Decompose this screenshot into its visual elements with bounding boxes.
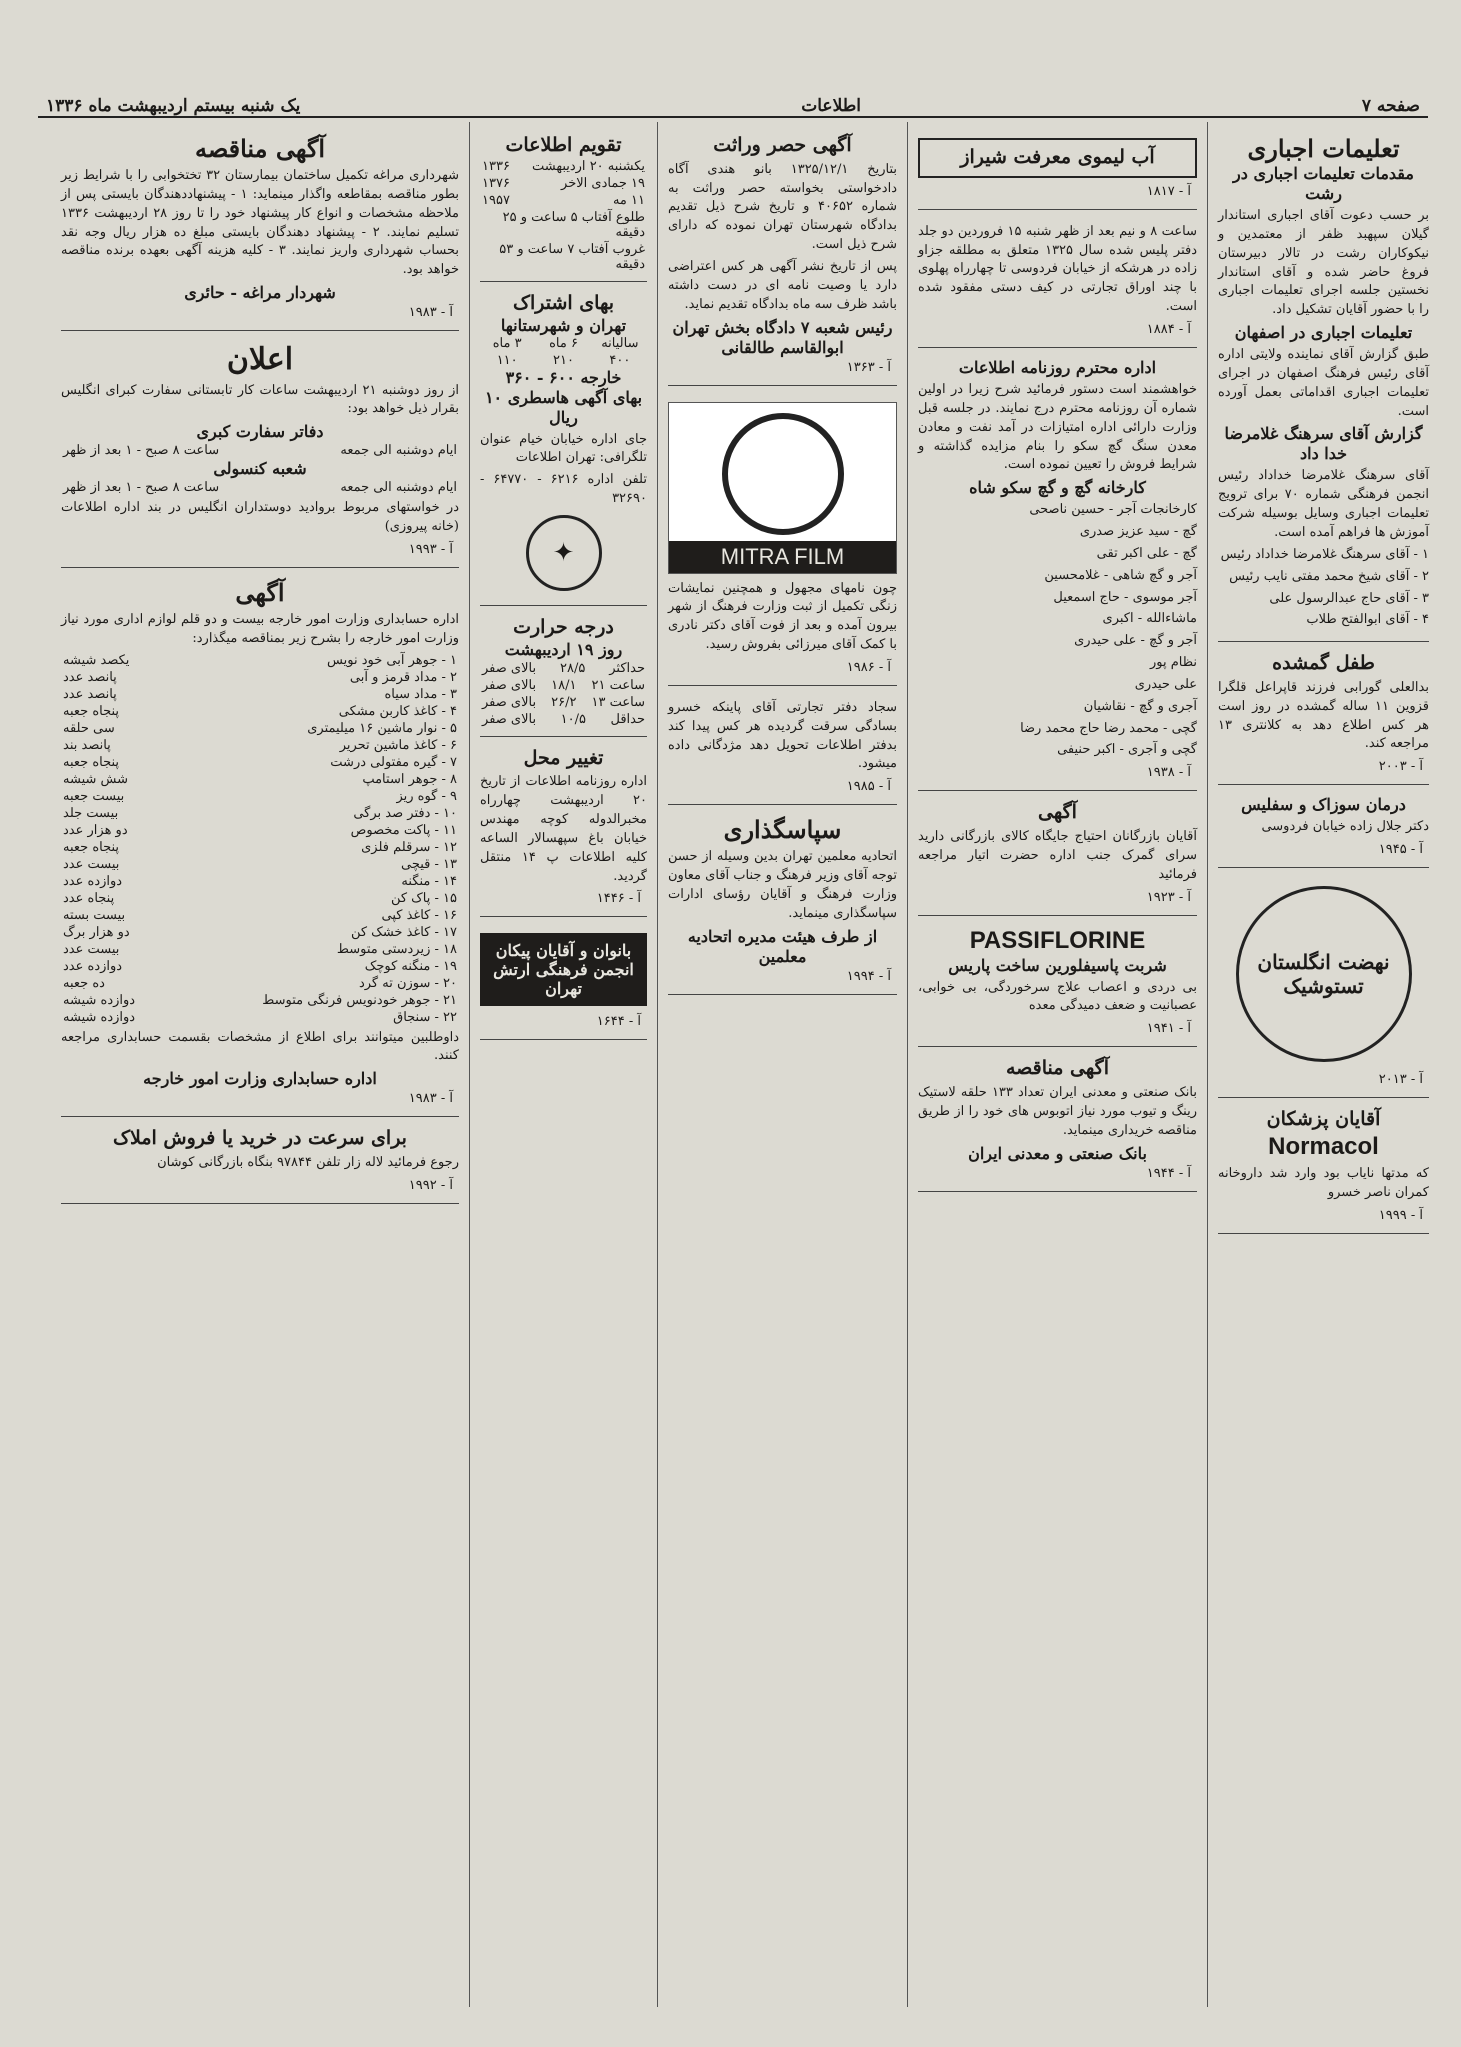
maragheh-tender bbox=[61, 128, 459, 331]
tender-sign: شهردار مراغه - حائری bbox=[184, 283, 336, 303]
notice-title: طفل گمشده bbox=[1272, 652, 1375, 675]
supply-row bbox=[61, 686, 459, 703]
supply-item: ۱۷ - کاغذ خشک کن bbox=[350, 924, 457, 940]
supply-qty: پنجاه جعبه bbox=[63, 703, 120, 719]
temp-unit: بالای صفر bbox=[482, 711, 537, 727]
list-item: کارخانجات آجر - حسین ناصحی bbox=[1029, 502, 1197, 518]
thanks-notice bbox=[668, 809, 897, 994]
supply-row bbox=[61, 873, 459, 890]
list-item: آجر و گچ - علی حیدری bbox=[1074, 633, 1197, 649]
notice-sign-name: ابوالقاسم طالقانی bbox=[721, 337, 844, 357]
temp-title: درجه حرارت bbox=[513, 615, 614, 638]
embassy-notice bbox=[61, 335, 459, 568]
issue-date: یک شنبه بیستم اردیبهشت ماه ۱۳۳۶ bbox=[46, 96, 301, 116]
supply-item: ۸ - جوهر استامپ bbox=[362, 771, 457, 787]
lost-child-notice bbox=[1218, 646, 1429, 785]
ad-code: آ - ۲۰۰۳ bbox=[1378, 759, 1423, 775]
supply-qty: دوازده عدد bbox=[63, 873, 123, 889]
ad-title: آب لیموی معرفت شیراز bbox=[918, 138, 1197, 178]
supply-row bbox=[61, 703, 459, 720]
passiflorine-ad bbox=[918, 920, 1197, 1048]
film-band: MITRA FILM bbox=[669, 541, 896, 573]
dark-ad bbox=[480, 921, 647, 1040]
ad-code: آ - ۱۴۴۶ bbox=[596, 891, 641, 907]
supply-qty: پنجاه جعبه bbox=[63, 754, 120, 770]
supply-item: ۷ - گیره مفتولی درشت bbox=[330, 754, 457, 770]
ad-code: آ - ۱۸۸۴ bbox=[1146, 321, 1191, 337]
seal-ad bbox=[1218, 872, 1429, 1098]
notice-note: در خواستهای مربوط بروادید دوستداران انگلیس در بند اداره اطلاعات (خانه پیروزی) bbox=[61, 500, 459, 535]
list-item: آجر و گچ شاهی - غلامحسین bbox=[1044, 567, 1197, 583]
letter-body: خواهشمند است دستور فرمائید شرح زیرا در اولین شماره آن روزنامه محترم درج نمایند. در جلسه قبل وزارت دارائی اداره امتیازات در آمد نفت و معادن معدن سنگ گچ سکو را بنام مزایده گذاشته و شرایط فروش را تعیین نموده است. bbox=[918, 381, 1197, 473]
tender-title: آگهی مناقصه bbox=[194, 134, 326, 163]
page-number: صفحه ۷ bbox=[1361, 96, 1420, 116]
temp-label: ساعت ۱۳ bbox=[591, 694, 645, 710]
office-name: دفاتر سفارت کبری bbox=[196, 422, 324, 442]
ad-title: آقایان پزشکان bbox=[1266, 1108, 1381, 1131]
supply-item: ۱۸ - زیردستی متوسط bbox=[336, 941, 457, 957]
list-item: گچ - علی اکبر تقی bbox=[1096, 545, 1197, 561]
article-body: بر حسب دعوت آقای اجباری استاندار گیلان سپهبد ظفر از معتمدین و نیکوکاران رشت در تالار دبیرستان فروغ حاضر شده و آقای استاندار نخستین جلسه اجرای تعلیمات اجباری را با حضور آقایان تشکیل داد. bbox=[1218, 208, 1429, 318]
temp-row bbox=[480, 694, 647, 711]
supply-qty: پنجاه عدد bbox=[63, 890, 115, 906]
list-item: نظام پور bbox=[1149, 655, 1197, 671]
subscription-title: بهای اشتراک bbox=[512, 291, 615, 314]
notice-title: سپاسگذاری bbox=[723, 815, 842, 845]
supply-row bbox=[61, 788, 459, 805]
ad-code: آ - ۱۹۸۳ bbox=[408, 1091, 453, 1107]
brand-name: Normacol bbox=[1268, 1132, 1379, 1160]
supply-qty: دوازده شیشه bbox=[63, 992, 136, 1008]
supply-qty: پنجاه جعبه bbox=[63, 839, 120, 855]
list-item: آجر موسوی - حاج اسمعیل bbox=[1053, 589, 1197, 605]
ad-body: آقایان بازرگانان احتیاج جایگاه کالای بازرگانی دارید سرای گمرک جنب اداره حضرت اتیار مراجعه فرمائید bbox=[918, 829, 1197, 882]
supply-item: ۲۰ - سوزن ته گرد bbox=[358, 975, 457, 991]
supply-qty: یکصد شیشه bbox=[63, 652, 130, 668]
brand-name: PASSIFLORINE bbox=[969, 926, 1146, 954]
subscription-val: ۴۰۰ bbox=[609, 352, 631, 368]
section-heading: گزارش آقای سرهنگ غلامرضا خدا داد bbox=[1224, 424, 1423, 464]
temp-value: ۱۸/۱ bbox=[551, 677, 577, 693]
subscription-box bbox=[480, 286, 647, 606]
ad-body: بانک صنعتی و معدنی ایران تعداد ۱۳۳ حلقه لاستیک رینگ و تیوب مورد نیاز اتوبوس های خود را از طریق مناقصه خریداری مینماید. bbox=[918, 1085, 1197, 1138]
article-body: آقای سرهنگ غلامرضا خداداد رئیس انجمن فرهنگی شماره ۷۰ برای ترویج تعلیمات اجباری وسایل بوسیله شرکت آموزش ها فراهم آمده است. bbox=[1218, 468, 1429, 540]
ad-title: آگهی bbox=[1038, 801, 1077, 824]
supply-row bbox=[61, 941, 459, 958]
ad-body: که مدتها نایاب بود وارد شد داروخانه کمران ناصر خسرو bbox=[1218, 1165, 1429, 1200]
office-days: ایام دوشنبه الی جمعه bbox=[340, 443, 457, 459]
office-hours bbox=[61, 479, 459, 496]
supply-item: ۱۱ - پاکت مخصوص bbox=[350, 822, 457, 838]
ad-code: آ - ۱۹۳۸ bbox=[1146, 765, 1191, 781]
page-header bbox=[38, 88, 1428, 118]
calendar-label: ۱۹ جمادی الاخر bbox=[561, 175, 645, 191]
supply-row bbox=[61, 652, 459, 669]
notice-body: از روز دوشنبه ۲۱ اردیبهشت ساعات کار تابستانی سفارت کبرای انگلیس بقرار ذیل خواهد بود: bbox=[61, 382, 459, 417]
subscription-col: ۶ ماه bbox=[549, 335, 578, 351]
ad-title: آگهی bbox=[235, 577, 285, 607]
ad-body: بی دردی و اعصاب علاج سرخوردگی، بی خوابی، عصبانیت و ضعف دمیدگی معده bbox=[918, 979, 1197, 1014]
ad-body: چون نامهای مجهول و همچنین نمایشات زنگی تکمیل از ثبت وزارت فرهنگ از شهر بیرون آمده و بعد از فوت آقای دکتر نادری با کمک آقای میرزائی بفروش رسید. bbox=[668, 580, 897, 653]
supply-qty: بیست جلد bbox=[63, 805, 119, 821]
supply-item: ۹ - گوه ریز bbox=[396, 788, 457, 804]
ad-code: آ - ۱۹۴۴ bbox=[1146, 1165, 1191, 1181]
ad-sign: اداره حسابداری وزارت امور خارجه bbox=[143, 1069, 377, 1089]
supply-row bbox=[61, 890, 459, 907]
supply-qty: دوازده عدد bbox=[63, 958, 123, 974]
paper-name: اطلاعات bbox=[801, 96, 861, 116]
ad-sign: بانک صنعتی و معدنی ایران bbox=[968, 1143, 1147, 1163]
office-name: شعبه کنسولی bbox=[213, 459, 307, 479]
list-item: علی حیدری bbox=[1134, 676, 1197, 692]
film-logo bbox=[668, 402, 897, 574]
notice-body: اداره روزنامه اطلاعات از تاریخ ۲۰ اردیبهشت چهارراه مخبرالدوله کوچه مهندس خیابان باغ سپهسالار الساعه کلیه اطلاعات پ ۱۴ منتقل گردید. bbox=[480, 774, 647, 884]
supply-item: ۱۰ - دفتر صد برگی bbox=[353, 805, 457, 821]
calendar-label: غروب آفتاب ۷ ساعت و ۵۳ دقیقه bbox=[499, 241, 645, 272]
supply-item: ۱ - جوهر آبی خود نویس bbox=[327, 652, 457, 668]
warehouse-ad bbox=[918, 795, 1197, 915]
tender-ad bbox=[918, 1051, 1197, 1191]
ad-title: آگهی مناقصه bbox=[1006, 1057, 1109, 1080]
notice-title: اعلان bbox=[226, 342, 294, 378]
article-title: تعلیمات اجباری bbox=[1247, 134, 1400, 163]
column-5 bbox=[51, 122, 469, 2007]
property-ad bbox=[61, 1121, 459, 1204]
calendar-label: طلوع آفتاب ۵ ساعت و ۲۵ دقیقه bbox=[502, 209, 645, 240]
temperature-box bbox=[480, 610, 647, 737]
supply-row bbox=[61, 771, 459, 788]
temp-value: ۲۸/۵ bbox=[560, 660, 586, 676]
letter-title: اداره محترم روزنامه اطلاعات bbox=[958, 357, 1157, 377]
office-time: ساعت ۸ صبح - ۱ بعد از ظهر bbox=[63, 480, 220, 496]
notice-sign: از طرف هیئت مدیره اتحادیه معلمین bbox=[687, 926, 878, 966]
article-education bbox=[1218, 128, 1429, 642]
notice-body: پس از تاریخ نشر آگهی هر کس اعتراضی دارد یا وصیت نامه ای در دست داشته باشد ظرف سه ماه بدادگاه تقدیم نماید. bbox=[668, 258, 897, 312]
calendar-label: ۱۱ مه bbox=[612, 192, 645, 208]
mitra-film-ad bbox=[668, 390, 897, 686]
list-item: گچی و آجری - اکبر حنیفی bbox=[1057, 742, 1197, 758]
supply-row bbox=[61, 856, 459, 873]
column-2 bbox=[907, 122, 1207, 2007]
seal-logo: نهضت انگلستان تستوشیک bbox=[1236, 886, 1412, 1062]
supply-row bbox=[61, 1009, 459, 1026]
temp-unit: بالای صفر bbox=[482, 694, 537, 710]
list-item: ۱ - آقای سرهنگ غلامرضا خداداد رئیس bbox=[1220, 546, 1429, 562]
temp-row bbox=[480, 660, 647, 677]
office-hours bbox=[61, 442, 459, 459]
list-item: ۳ - آقای حاج عبدالرسول علی bbox=[1269, 590, 1429, 606]
section-heading: تعلیمات اجباری در اصفهان bbox=[1234, 323, 1413, 343]
list-item: گچی - محمد رضا حاج محمد رضا bbox=[1020, 720, 1197, 736]
supply-row bbox=[61, 975, 459, 992]
list-item: ماشاءالله - اکبری bbox=[1102, 611, 1197, 627]
supply-row bbox=[61, 754, 459, 771]
office-address: جای اداره خیابان خیام عنوان تلگرافی: تهران اطلاعات bbox=[480, 431, 647, 466]
notice-body: بتاریخ ۱۳۲۵/۱۲/۱ بانو هندی آگاه دادخواستی بخواسته حصر وراثت به شماره ۴۰۶۵۲ و تاریخ شرح ذیل تقدیم بدادگاه شهرستان تهران نموده که دارای شرح ذیل است. bbox=[668, 161, 897, 253]
supply-item: ۴ - کاغذ کاربن مشکی bbox=[338, 703, 457, 719]
ad-code: آ - ۱۹۸۶ bbox=[846, 659, 891, 675]
supply-item: ۶ - کاغذ ماشین تحریر bbox=[339, 737, 457, 753]
ad-code: آ - ۱۳۶۳ bbox=[846, 359, 891, 375]
column-1 bbox=[1207, 122, 1439, 2007]
normacol-ad bbox=[1218, 1102, 1429, 1233]
article-body: طبق گزارش آقای نماینده ولایتی اداره آقای رئیس فرهنگ اصفهان در اجرای تعلیمات اجباری اقداماتی بعمل آورده است. bbox=[1218, 347, 1429, 419]
supply-qty: بیست عدد bbox=[63, 941, 120, 957]
temp-row bbox=[480, 677, 647, 694]
temp-row bbox=[480, 711, 647, 728]
temp-value: ۱۰/۵ bbox=[560, 711, 586, 727]
ad-code: آ - ۲۰۱۳ bbox=[1378, 1072, 1423, 1088]
relocation-notice bbox=[480, 741, 647, 918]
ad-code: آ - ۱۶۴۴ bbox=[596, 1014, 641, 1030]
ad-title: درمان سوزاک و سفلیس bbox=[1241, 795, 1406, 815]
notice-sign: رئیس شعبه ۷ دادگاه بخش تهران bbox=[672, 317, 893, 337]
supply-item: ۲ - مداد قرمز و آبی bbox=[349, 669, 457, 685]
letter-to-editor bbox=[918, 352, 1197, 791]
ad-note: داوطلبین میتوانند برای اطلاع از مشخصات بقسمت حسابداری مراجعه کنند. bbox=[61, 1029, 459, 1064]
calendar-title: تقویم اطلاعات bbox=[505, 134, 622, 156]
supply-qty: بیست عدد bbox=[63, 856, 120, 872]
notice-title: تغییر محل bbox=[523, 746, 604, 769]
supply-row bbox=[61, 958, 459, 975]
supply-row bbox=[61, 822, 459, 839]
supply-row bbox=[61, 992, 459, 1009]
article-subtitle: مقدمات تعلیمات اجباری در رشت bbox=[1233, 164, 1414, 203]
calendar-value: ۱۳۷۶ bbox=[482, 175, 510, 191]
supply-qty: دو هزار برگ bbox=[63, 924, 130, 940]
office-phone: تلفن اداره ۶۲۱۶ - ۶۴۷۷۰ - ۳۲۶۹۰ bbox=[480, 472, 647, 507]
supply-qty: پانصد عدد bbox=[63, 669, 117, 685]
calendar-value: ۱۹۵۷ bbox=[482, 192, 510, 208]
ad-code: آ - ۱۸۱۷ bbox=[1146, 183, 1191, 199]
ad-code: آ - ۱۹۸۳ bbox=[408, 305, 453, 321]
dark-ad-text: بانوان و آقایان پیکان انجمن فرهنگی ارتش تهران bbox=[480, 933, 647, 1006]
supply-row bbox=[61, 720, 459, 737]
supplies-tender bbox=[61, 572, 459, 1117]
newspaper-emblem-icon: ✦ bbox=[526, 515, 602, 591]
calendar-label: یکشنبه ۲۰ اردیبهشت bbox=[531, 158, 645, 174]
list-item: ۲ - آقای شیخ محمد مفتی نایب رئیس bbox=[1229, 568, 1429, 584]
clinic-ad bbox=[1218, 789, 1429, 868]
subscription-table bbox=[480, 336, 647, 368]
ad-price: بهای آگهی هاسطری ۱۰ ریال bbox=[484, 387, 643, 427]
temp-label: حداقل bbox=[610, 711, 645, 727]
supply-row bbox=[61, 839, 459, 856]
supply-row bbox=[61, 805, 459, 822]
supply-qty: بیست بسته bbox=[63, 907, 126, 923]
temp-label: حداکثر bbox=[609, 660, 645, 676]
list-item: گچ - سید عزیز صدری bbox=[1079, 524, 1197, 540]
supply-row bbox=[61, 907, 459, 924]
temp-label: ساعت ۲۱ bbox=[591, 677, 645, 693]
temp-value: ۲۶/۲ bbox=[551, 694, 577, 710]
subscription-val: ۲۱۰ bbox=[553, 352, 574, 368]
ad-code: آ - ۱۹۹۳ bbox=[408, 541, 453, 557]
supply-qty: پانصد عدد bbox=[63, 686, 117, 702]
supply-row bbox=[61, 669, 459, 686]
ad-code: آ - ۱۹۹۹ bbox=[1378, 1207, 1423, 1223]
calendar-row bbox=[480, 158, 647, 175]
list-item: ۴ - آقای ابوالفتح طلاب bbox=[1306, 612, 1429, 628]
ad-subtitle: شربت پاسیفلورین ساخت پاریس bbox=[948, 955, 1167, 975]
notice-title: آگهی حصر وراثت bbox=[713, 134, 852, 156]
calendar-row bbox=[480, 192, 647, 209]
inheritance-notice bbox=[668, 128, 897, 386]
supply-item: ۲۱ - جوهر خودنویس فرنگی متوسط bbox=[262, 992, 457, 1008]
supply-qty: شش شیشه bbox=[63, 771, 128, 787]
office-days: ایام دوشنبه الی جمعه bbox=[340, 480, 457, 496]
supply-qty: ده جعبه bbox=[63, 975, 105, 991]
supply-item: ۱۴ - منگنه bbox=[401, 873, 457, 889]
supply-item: ۱۲ - سرقلم فلزی bbox=[361, 839, 457, 855]
tender-body: شهرداری مراغه تکمیل ساختمان بیمارستان ۳۲ تختخوابی را با شرایط زیر بطور مناقصه بمقاطعه واگذار مینماید: ۱ - پیشنهاددهندگان بایستی پس از ملاحظه مشخصات و انواع کار پیشنهاد خود را تا روز ۲۸ اردیبهشت ۱۳۳۶ تسلیم نمایند. ۲ - پیشنهاد دهندگان بایستی مبلغ ده هزار ریال وجه نقد بحساب شهرداری واریز نمایند. ۳ - کلیه هزینه آگهی بعهده برنده مناقصه خواهد بود. bbox=[61, 168, 460, 278]
supply-item: ۲۲ - سنجاق bbox=[393, 1009, 457, 1025]
temp-subtitle: روز ۱۹ اردیبهشت bbox=[504, 639, 623, 659]
notice-body: ساعت ۸ و نیم بعد از ظهر شنبه ۱۵ فروردین دو جلد دفتر پلیس شده سال ۱۳۲۵ متعلق به مطلقه جزاو زاده در هرشکه از خیابان فردوسی تا چهارراه پهلوی با چند اوراق تجارتی در کیف دستی مفقود شده است. bbox=[918, 223, 1197, 315]
calendar-row bbox=[480, 175, 647, 192]
subscription-col: ۳ ماه bbox=[492, 335, 522, 351]
ad-code: آ - ۱۹۴۱ bbox=[1146, 1021, 1191, 1037]
office-time: ساعت ۸ صبح - ۱ بعد از ظهر bbox=[63, 443, 220, 459]
supply-item: ۱۶ - کاغذ کپی bbox=[381, 907, 457, 923]
lost-docs-notice bbox=[918, 214, 1197, 348]
calendar-value: ۱۳۳۶ bbox=[482, 158, 510, 174]
film-emblem-icon bbox=[722, 413, 844, 535]
ad-code: آ - ۱۹۹۴ bbox=[846, 968, 891, 984]
calendar-row bbox=[480, 209, 647, 241]
notice-body: اتحادیه معلمین تهران بدین وسیله از حسن توجه آقای وزیر فرهنگ و جناب آقای معاون وزارت فرهنگ و آقایان رؤسای ادارات سپاسگذاری مینماید. bbox=[668, 849, 897, 921]
list-item: آجری و گچ - نقاشیان bbox=[1083, 698, 1197, 714]
supply-row bbox=[61, 737, 459, 754]
supply-item: ۱۵ - پاک کن bbox=[390, 890, 457, 906]
supply-qty: دوازده شیشه bbox=[63, 1009, 136, 1025]
supply-qty: دو هزار عدد bbox=[63, 822, 128, 838]
calendar-row bbox=[480, 241, 647, 273]
subscription-col: سالیانه bbox=[601, 335, 639, 351]
ad-code: آ - ۱۹۹۲ bbox=[408, 1177, 453, 1193]
notice-body: سجاد دفتر تجارتی آقای پاینکه خسرو بسادگی سرقت گردیده هر کس پیدا کند بدفتر اطلاعات تحویل دهد مژدگانی داده میشود. bbox=[668, 699, 897, 772]
lost-ledger-notice bbox=[668, 690, 897, 805]
ad-body: اداره حسابداری وزارت امور خارجه بیست و دو قلم لوازم اداری مورد نیاز وزارت امور خارجه را بشرح زیر بمناقصه میگذارد: bbox=[61, 611, 459, 646]
temp-unit: بالای صفر bbox=[482, 660, 537, 676]
supply-row bbox=[61, 924, 459, 941]
supply-item: ۵ - نوار ماشین ۱۶ میلیمتری bbox=[307, 720, 457, 736]
temp-unit: بالای صفر bbox=[482, 677, 537, 693]
lemon-juice-ad bbox=[918, 128, 1197, 210]
supply-qty: پانصد بند bbox=[63, 737, 111, 753]
notice-body: بدالعلی گورابی فرزند قاپراعل قلگرا قزوین ۱۱ ساله گمشده در روز است هر کس اطلاع دهد به کلانتری ۱۳ مراجعه کند. bbox=[1218, 679, 1430, 752]
ad-body: رجوع فرمائید لاله زار تلفن ۹۷۸۴۴ بنگاه بازرگانی کوشان bbox=[157, 1155, 459, 1171]
supply-item: ۳ - مداد سیاه bbox=[384, 686, 457, 702]
ad-code: آ - ۱۹۲۳ bbox=[1146, 889, 1191, 905]
ad-code: آ - ۱۹۸۵ bbox=[846, 779, 891, 795]
subscription-val: ۱۱۰ bbox=[496, 352, 518, 368]
calendar-box bbox=[480, 128, 647, 282]
subscription-head: تهران و شهرستانها bbox=[500, 315, 627, 335]
supplies-list bbox=[61, 652, 459, 1026]
column-4 bbox=[469, 122, 657, 2007]
supply-item: ۱۹ - منگنه کوچک bbox=[364, 958, 457, 974]
ad-title: برای سرعت در خرید یا فروش املاک bbox=[113, 1127, 407, 1150]
list-heading: کارخانه گچ و گچ سکو شاه bbox=[969, 478, 1146, 498]
ad-code: آ - ۱۹۴۵ bbox=[1378, 842, 1423, 858]
ad-body: دکتر جلال زاده خیابان فردوسی bbox=[1261, 819, 1429, 835]
column-3 bbox=[657, 122, 907, 2007]
supply-qty: سی حلقه bbox=[63, 720, 115, 736]
subscription-abroad: خارجه ۶۰۰ - ۳۶۰ bbox=[505, 367, 622, 387]
supply-qty: بیست جعبه bbox=[63, 788, 125, 804]
supply-item: ۱۳ - قیچی bbox=[401, 856, 457, 872]
